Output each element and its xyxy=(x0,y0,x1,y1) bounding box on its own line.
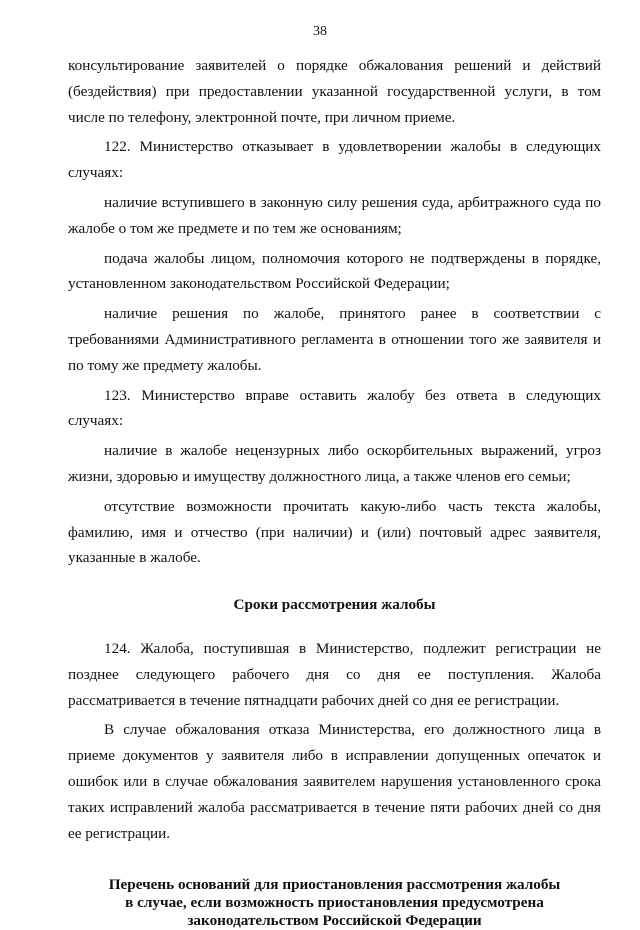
page-number: 38 xyxy=(313,24,327,39)
section-heading-suspension xyxy=(68,876,601,930)
paragraph: наличие решения по жалобе, принятого ранее в соответствии с требованиями Административного регламента в отношении того же заявителя и по тому же предмету жалобы. xyxy=(68,305,601,374)
heading-line: законодательством Российской Федерации xyxy=(187,912,482,930)
heading-line: в случае, если возможность приостановления предусмотрена xyxy=(125,894,544,912)
paragraph: отсутствие возможности прочитать какую-либо часть текста жалобы, фамилию, имя и отчество (при наличии) и (или) почтовый адрес заявителя, указанные в жалобе. xyxy=(68,497,601,567)
paragraph-123: 123. Министерство вправе оставить жалобу без ответа в следующих случаях: xyxy=(68,386,601,430)
document-body xyxy=(68,53,601,930)
paragraph-124: 124. Жалоба, поступившая в Министерство, подлежит регистрации не позднее следующего рабочего дня со дня ее поступления. Жалоба рассматривается в течение пятнадцати рабочих дней со дня ее регистрации. xyxy=(68,639,601,709)
paragraph-122: 122. Министерство отказывает в удовлетворении жалобы в следующих случаях: xyxy=(68,138,601,182)
paragraph: наличие вступившего в законную силу решения суда, арбитражного суда по жалобе о том же предмете и по тем же основаниям; xyxy=(68,193,601,237)
paragraph: наличие в жалобе нецензурных либо оскорбительных выражений, угроз жизни, здоровью и имуществу должностного лица, а также членов его семьи; xyxy=(68,442,601,485)
paragraph: консультирование заявителей о порядке обжалования решений и действий (бездействия) при предоставлении указанной государственной услуги, в том числе по телефону, электронной почте, при личном приеме. xyxy=(68,57,601,126)
paragraph: В случае обжалования отказа Министерства, его должностного лица в приеме документов у заявителя либо в исправлении допущенных опечаток и ошибок или в случае обжалования заявителем нарушения установленного срока таких исправлений жалоба рассматривается в течение пяти рабочих дней со дня ее регистрации. xyxy=(68,721,601,842)
section-heading-terms: Сроки рассмотрения жалобы xyxy=(233,596,436,614)
paragraph: подача жалобы лицом, полномочия которого не подтверждены в порядке, установленном законодательством Российской Федерации; xyxy=(68,249,601,293)
heading-line: Перечень оснований для приостановления рассмотрения жалобы xyxy=(108,876,561,894)
